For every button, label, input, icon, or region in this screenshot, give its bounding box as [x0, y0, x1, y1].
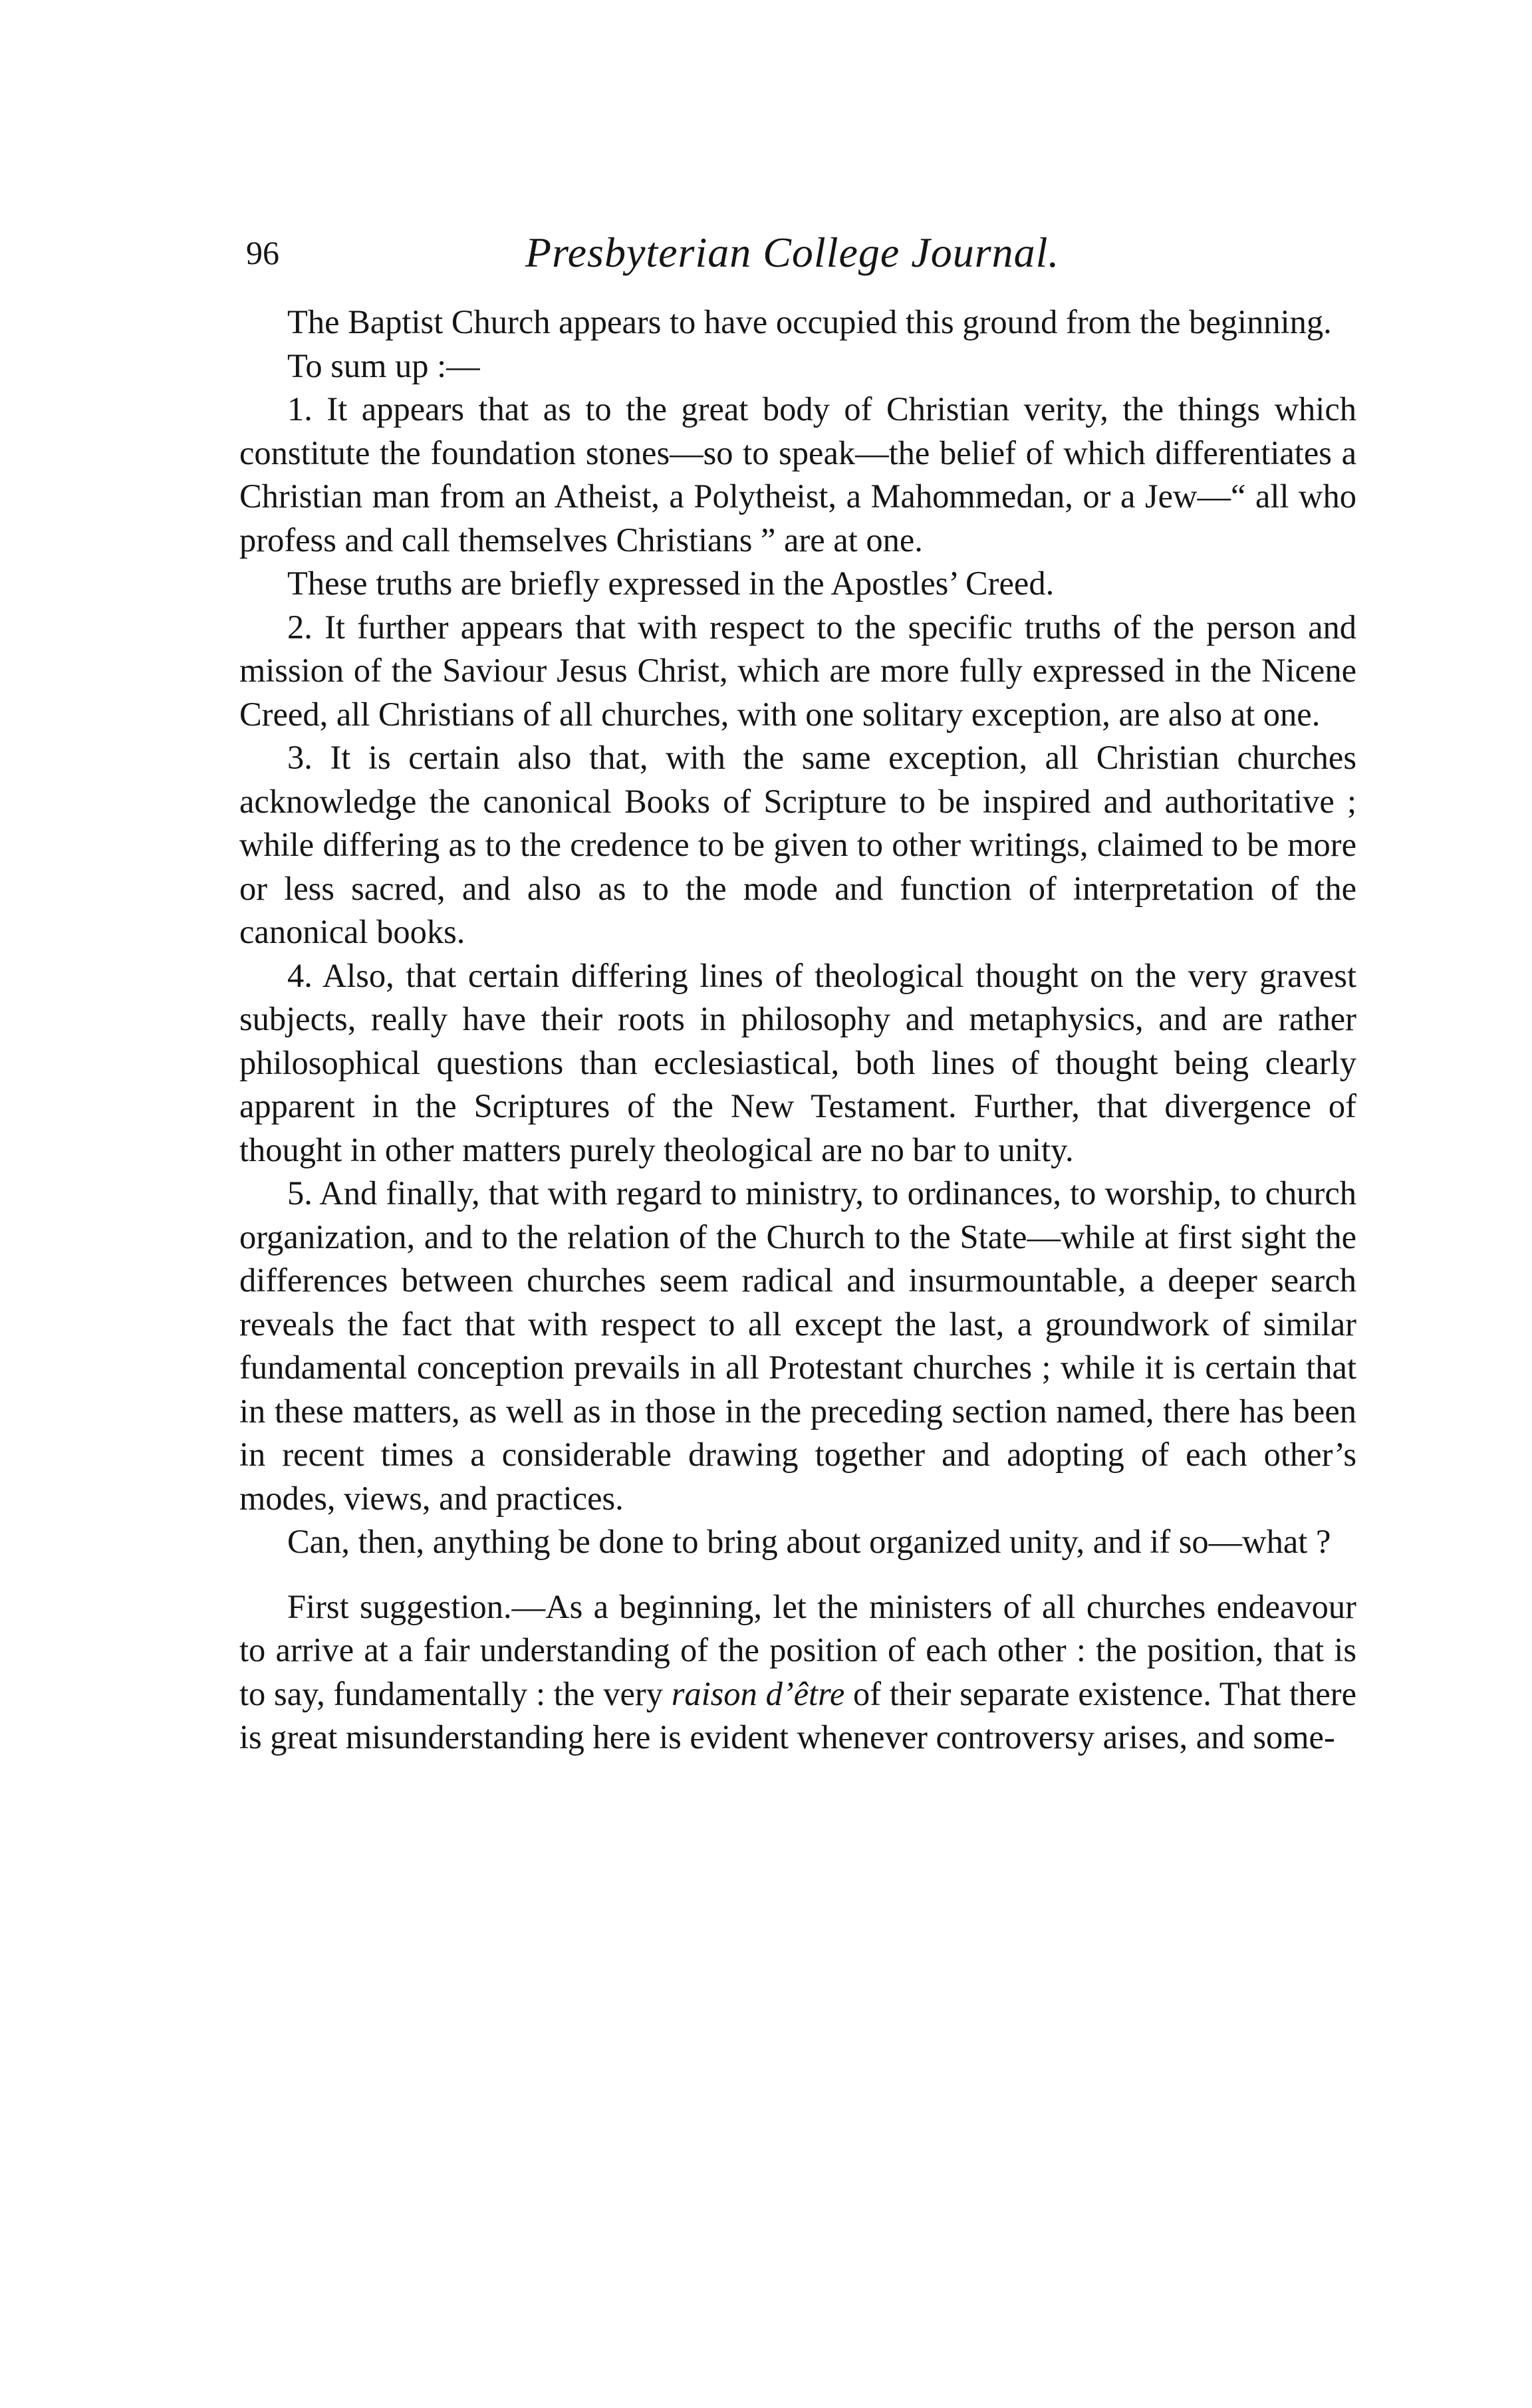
running-title: Presbyterian College Journal. — [525, 229, 1060, 276]
body-text — [239, 301, 1356, 1760]
paragraph-sum-up: To sum up :— — [287, 346, 480, 384]
first-suggestion-text-end: of their separate existence. That there is great misunderstanding here is evident whenever controversy arises, and some- — [239, 1674, 1356, 1756]
paragraph-point-3: 3. It is certain also that, with the same exception, all Christian churches acknowledge the canonical Books of Scripture to be inspired and authoritative ; while differing as to the credence to be given to other writings, claimed to be more or less sacred, and also as to the mode and function of interpretation of the canonical books. — [239, 739, 1356, 950]
paragraph-apostles-creed: These truths are briefly expressed in the Apostles’ Creed. — [287, 565, 1055, 602]
paragraph-question: Can, then, anything be done to bring about organized unity, and if so—what ? — [287, 1523, 1331, 1560]
raison-detre-italic: raison d’être — [671, 1674, 845, 1712]
first-suggestion-text-start: First suggestion.—As a beginning, let the ministers of all churches endeavour to arrive at a fair understanding of the position of each other : the position, that is to say, fundamentally : the very — [239, 1587, 1356, 1712]
paragraph-point-5: 5. And finally, that with regard to ministry, to ordinances, to worship, to church organization, and to the relation of the Church to the State—while at first sight the differences between churches seem radical and insurmountable, a deeper search reveals the fact that with respect to all except the last, a groundwork of similar fundamental conception prevails in all Protestant churches ; while it is certain that in these matters, as well as in those in the preceding section named, there has been in recent times a considerable drawing together and adopting of each other’s modes, views, and practices. — [239, 1174, 1356, 1517]
paragraph-point-4: 4. Also, that certain differing lines of theological thought on the very gravest subjects, really have their roots in philosophy and metaphysics, and are rather philosophical questions than ecclesiastical, both lines of thought being clearly apparent in the Scriptures of the New Testament. Further, that divergence of thought in other matters purely theological are no bar to unity. — [239, 956, 1356, 1168]
paragraph-point-1: 1. It appears that as to the great body of Christian verity, the things which constitute the foundation stones—so to speak—the belief of which differentiates a Christian man from an Atheist, a Polytheist, a Mahommedan, or a Jew—“ all who profess and call themselves Christians ” are at one. — [239, 390, 1356, 559]
page-number: 96 — [246, 234, 279, 271]
page-header — [246, 226, 1350, 293]
paragraph-first-suggestion — [239, 1585, 1356, 1760]
paragraph-point-2: 2. It further appears that with respect to the specific truths of the person and mission of the Saviour Jesus Christ, which are more fully expressed in the Nicene Creed, all Christians of all churches, with one solitary exception, are also at one. — [239, 608, 1356, 733]
paragraph-baptist-church: The Baptist Church appears to have occupied this ground from the beginning. — [287, 303, 1332, 340]
